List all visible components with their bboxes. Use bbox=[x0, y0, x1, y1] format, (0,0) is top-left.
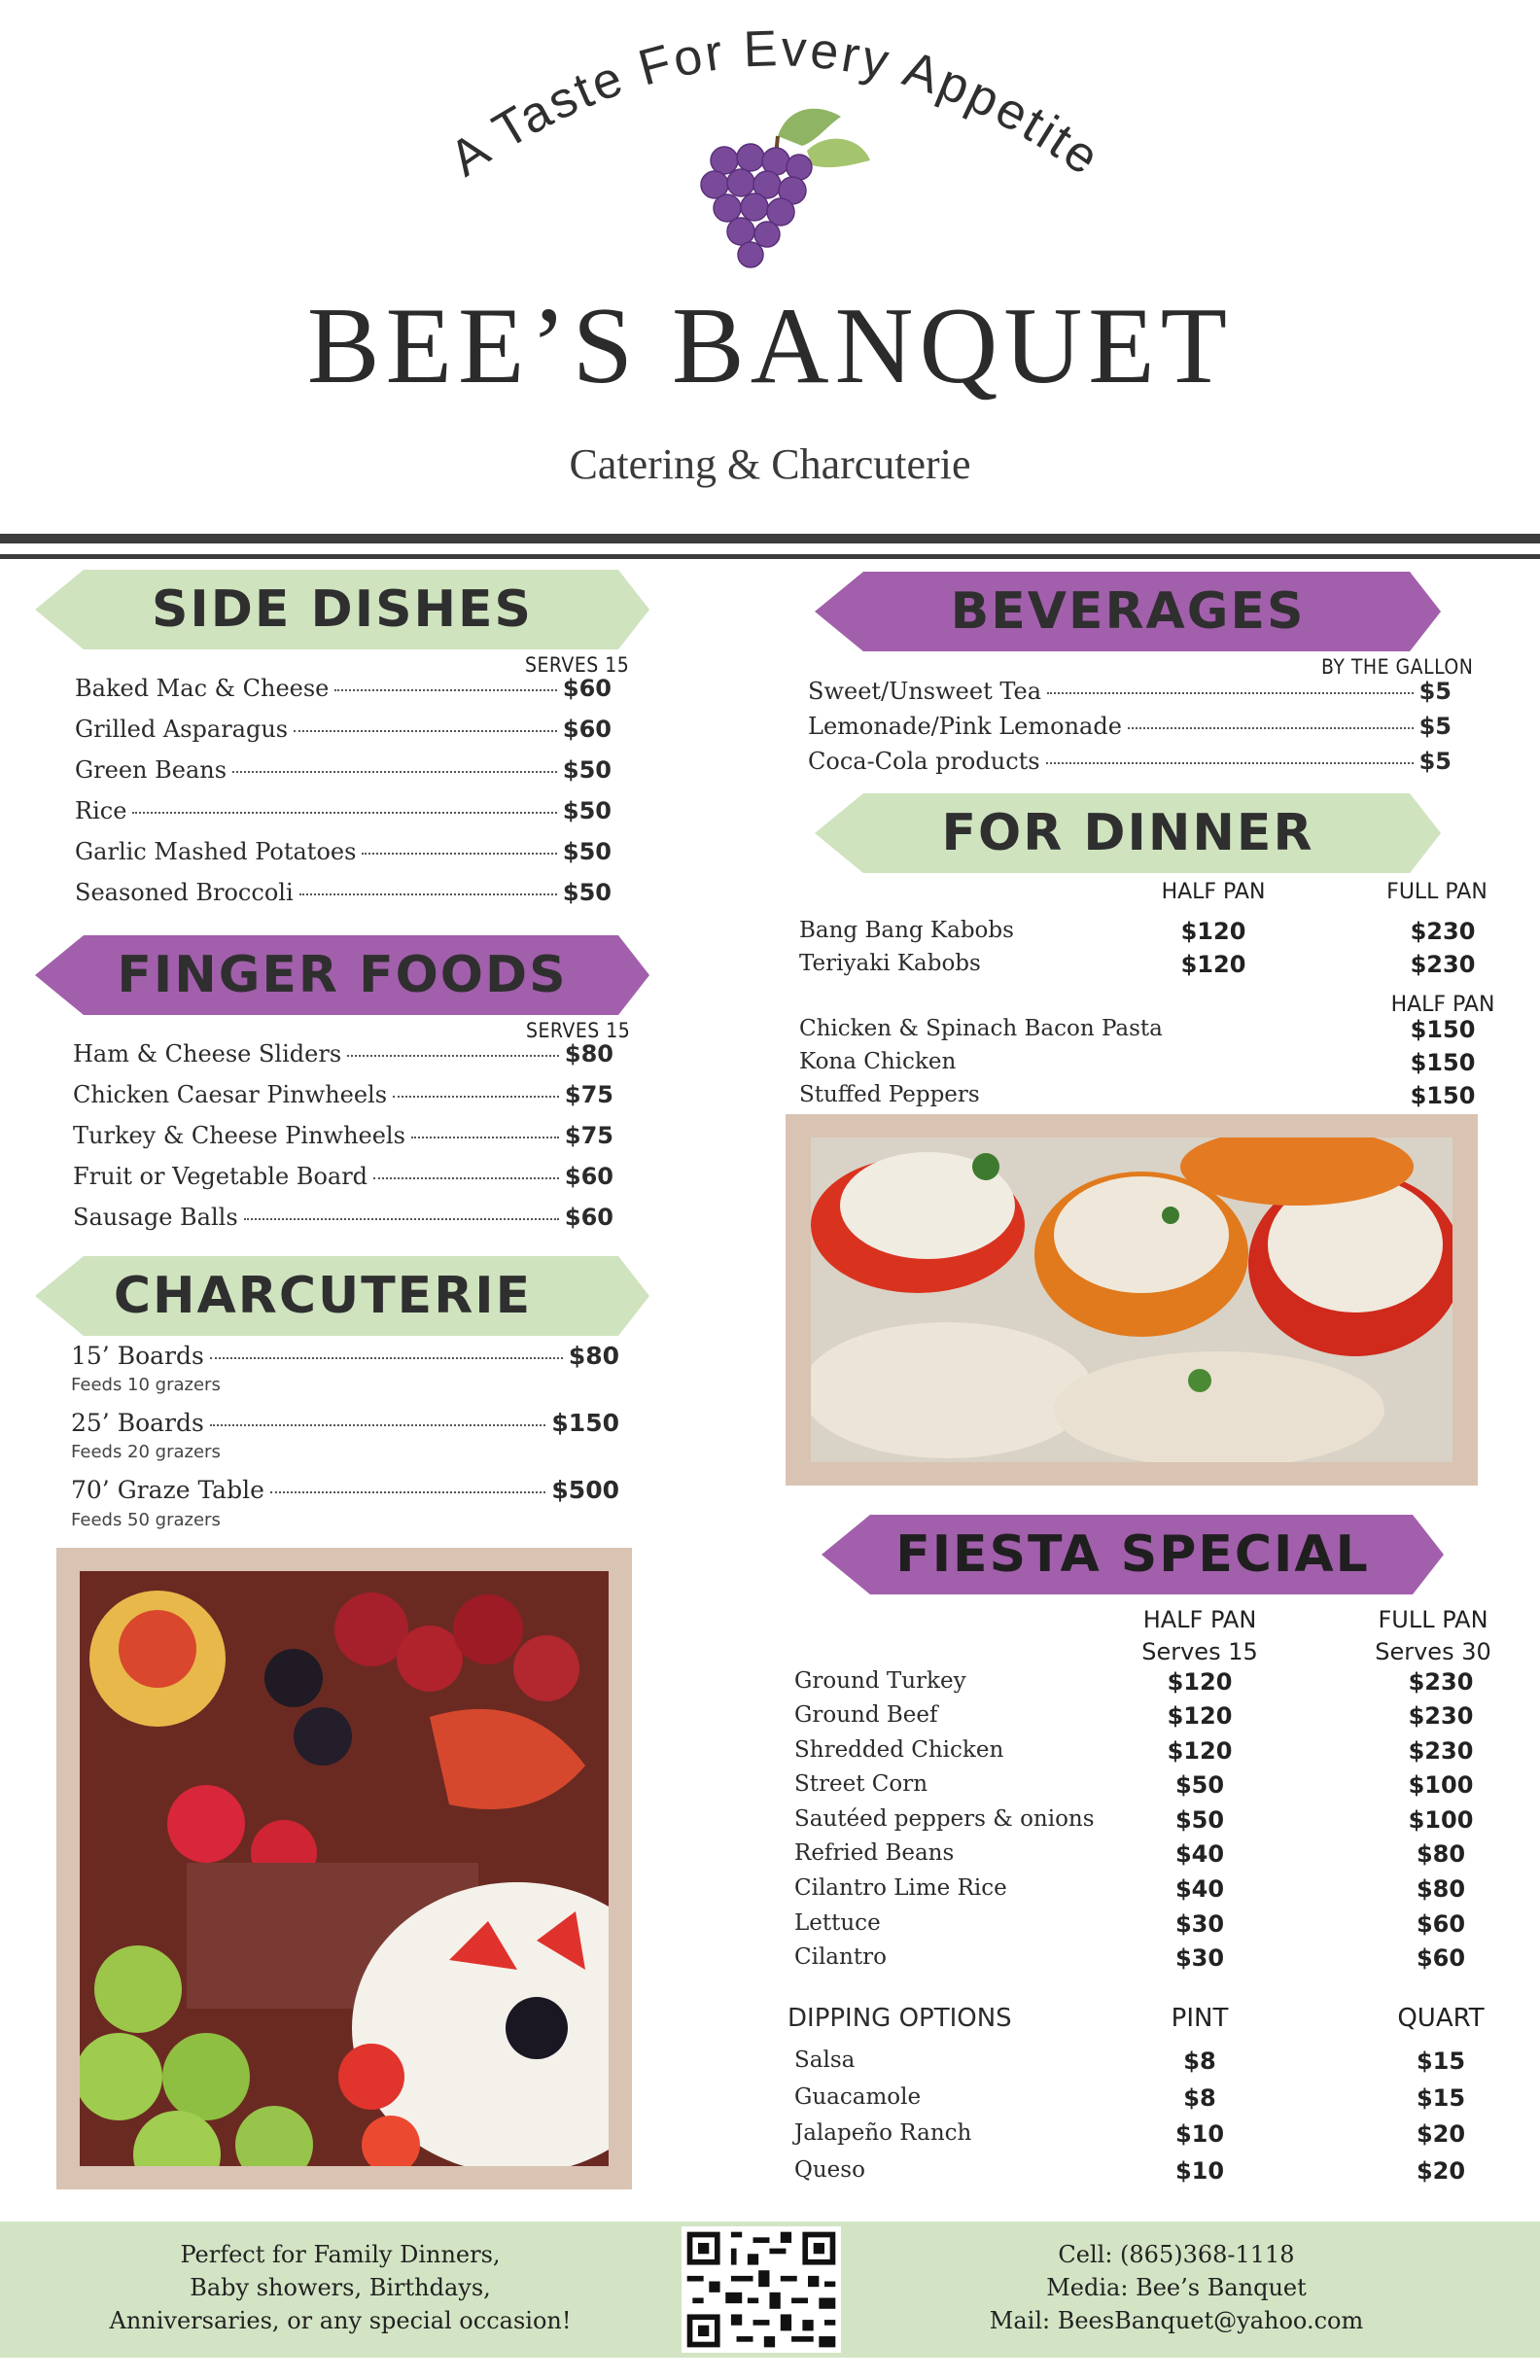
serves-label: SERVES 15 bbox=[525, 653, 630, 677]
fiesta-item-name: Street Corn bbox=[794, 1771, 928, 1797]
footer-occasions-line: Perfect for Family Dinners, bbox=[180, 2241, 501, 2268]
fiesta-full-price: $80 bbox=[1416, 1840, 1466, 1868]
list-item: Fruit or Vegetable Board $60 bbox=[73, 1163, 613, 1190]
list-item: Chicken Caesar Pinwheels $75 bbox=[73, 1081, 613, 1108]
footer-contact bbox=[933, 2238, 1419, 2337]
fiesta-half-price: $120 bbox=[1167, 1668, 1233, 1696]
header-divider bbox=[0, 534, 1540, 543]
dinner-half-price: $120 bbox=[1180, 918, 1246, 945]
dinner-item-name: Bang Bang Kabobs bbox=[799, 918, 1014, 943]
dinner-half-price: $150 bbox=[1410, 1049, 1476, 1076]
dinner-full-price: $230 bbox=[1410, 918, 1476, 945]
list-item: Garlic Mashed Potatoes $50 bbox=[75, 838, 612, 865]
fiesta-half-price: $30 bbox=[1174, 1910, 1225, 1938]
quart-header: QUART bbox=[1397, 2004, 1485, 2033]
fiesta-item-name: Ground Turkey bbox=[794, 1668, 966, 1694]
qr-code-icon[interactable] bbox=[681, 2226, 842, 2353]
fiesta-full-price: $230 bbox=[1408, 1668, 1474, 1696]
list-item: Ham & Cheese Sliders $80 bbox=[73, 1040, 613, 1068]
list-item: Turkey & Cheese Pinwheels $75 bbox=[73, 1122, 613, 1149]
dip-quart-price: $15 bbox=[1416, 2048, 1466, 2075]
dip-pint-price: $10 bbox=[1174, 2120, 1225, 2148]
feeds-note: Feeds 50 grazers bbox=[71, 1510, 221, 1530]
dip-item-name: Salsa bbox=[794, 2048, 856, 2073]
dip-pint-price: $8 bbox=[1183, 2048, 1216, 2075]
fiesta-special-banner bbox=[822, 1515, 1444, 1594]
beverages-banner bbox=[815, 572, 1441, 651]
fiesta-full-price: $60 bbox=[1416, 1944, 1466, 1972]
fiesta-full-price: $100 bbox=[1408, 1771, 1474, 1799]
fiesta-half-price: $50 bbox=[1174, 1771, 1225, 1799]
fiesta-half-price: $40 bbox=[1174, 1875, 1225, 1903]
half-pan-header: HALF PAN bbox=[1142, 1606, 1257, 1633]
grapes-logo-icon bbox=[671, 97, 875, 282]
section-title: SIDE DISHES bbox=[151, 580, 534, 639]
dinner-item-name: Teriyaki Kabobs bbox=[799, 951, 981, 976]
dinner-half-price: $150 bbox=[1410, 1082, 1476, 1109]
full-pan-header: FULL PAN bbox=[1378, 1606, 1488, 1633]
fiesta-full-price: $230 bbox=[1408, 1702, 1474, 1730]
fiesta-half-price: $120 bbox=[1167, 1737, 1233, 1765]
section-title: BEVERAGES bbox=[950, 582, 1306, 641]
tagline-text: A Taste For Every Appetite bbox=[439, 20, 1111, 188]
list-item: 15’ Boards $80 bbox=[71, 1342, 619, 1370]
section-title: CHARCUTERIE bbox=[113, 1267, 533, 1325]
dip-item-name: Queso bbox=[794, 2157, 865, 2183]
stuffed-peppers-photo bbox=[786, 1114, 1478, 1486]
full-pan-header: FULL PAN bbox=[1386, 880, 1488, 904]
finger-foods-banner bbox=[35, 935, 649, 1015]
header-divider-thin bbox=[0, 554, 1540, 559]
fiesta-half-price: $30 bbox=[1174, 1944, 1225, 1972]
brand-subtitle: Catering & Charcuterie bbox=[569, 440, 971, 488]
half-pan-serves: Serves 15 bbox=[1141, 1638, 1258, 1665]
fiesta-full-price: $230 bbox=[1408, 1737, 1474, 1765]
feeds-note: Feeds 10 grazers bbox=[71, 1375, 221, 1395]
charcuterie-board-photo bbox=[56, 1548, 632, 2189]
list-item: Coca-Cola products $5 bbox=[808, 748, 1452, 775]
fiesta-item-name: Ground Beef bbox=[794, 1702, 938, 1728]
fiesta-half-price: $120 bbox=[1167, 1702, 1233, 1730]
list-item: Baked Mac & Cheese $60 bbox=[75, 675, 612, 702]
serves-label: SERVES 15 bbox=[526, 1019, 631, 1042]
contact-cell[interactable]: Cell: (865)368-1118 bbox=[1058, 2241, 1295, 2268]
fiesta-half-price: $40 bbox=[1174, 1840, 1225, 1868]
dip-pint-price: $8 bbox=[1183, 2084, 1216, 2112]
side-dishes-banner bbox=[35, 570, 649, 649]
section-title: FIESTA SPECIAL bbox=[895, 1525, 1370, 1584]
footer-occasions-line: Anniversaries, or any special occasion! bbox=[109, 2307, 572, 2334]
dinner-half-price: $120 bbox=[1180, 951, 1246, 978]
list-item: 70’ Graze Table $500 bbox=[71, 1476, 619, 1504]
contact-mail[interactable]: Mail: BeesBanquet@yahoo.com bbox=[989, 2307, 1364, 2334]
dip-quart-price: $20 bbox=[1416, 2120, 1466, 2148]
dip-pint-price: $10 bbox=[1174, 2157, 1225, 2185]
pint-header: PINT bbox=[1171, 2004, 1229, 2033]
list-item: Sausage Balls $60 bbox=[73, 1204, 613, 1231]
dinner-item-name: Stuffed Peppers bbox=[799, 1082, 980, 1107]
list-item: Grilled Asparagus $60 bbox=[75, 716, 612, 743]
section-title: FOR DINNER bbox=[941, 804, 1314, 862]
fiesta-item-name: Lettuce bbox=[794, 1910, 881, 1936]
list-item: Lemonade/Pink Lemonade $5 bbox=[808, 713, 1452, 740]
fiesta-item-name: Sautéed peppers & onions bbox=[794, 1806, 1095, 1832]
for-dinner-banner bbox=[815, 793, 1441, 873]
section-title: FINGER FOODS bbox=[117, 946, 568, 1004]
by-the-gallon-label: BY THE GALLON bbox=[1321, 655, 1474, 679]
dip-quart-price: $15 bbox=[1416, 2084, 1466, 2112]
dip-item-name: Guacamole bbox=[794, 2084, 922, 2110]
dinner-full-price: $230 bbox=[1410, 951, 1476, 978]
footer-occasions-line: Baby showers, Birthdays, bbox=[190, 2274, 491, 2301]
dinner-item-name: Kona Chicken bbox=[799, 1049, 957, 1074]
half-pan-header: HALF PAN bbox=[1161, 880, 1266, 904]
contact-media[interactable]: Media: Bee’s Banquet bbox=[1046, 2274, 1307, 2301]
list-item: Rice $50 bbox=[75, 797, 612, 824]
dip-quart-price: $20 bbox=[1416, 2157, 1466, 2185]
full-pan-serves: Serves 30 bbox=[1375, 1638, 1491, 1665]
fiesta-item-name: Cilantro Lime Rice bbox=[794, 1875, 1007, 1901]
list-item: Seasoned Broccoli $50 bbox=[75, 879, 612, 906]
dipping-options-header: DIPPING OPTIONS bbox=[788, 2004, 1012, 2033]
brand-name: BEE’S BANQUET bbox=[306, 286, 1234, 406]
charcuterie-banner bbox=[35, 1256, 649, 1336]
dinner-item-name: Chicken & Spinach Bacon Pasta bbox=[799, 1016, 1163, 1041]
half-pan-header: HALF PAN bbox=[1390, 993, 1495, 1017]
fiesta-item-name: Shredded Chicken bbox=[794, 1737, 1004, 1763]
dinner-half-price: $150 bbox=[1410, 1016, 1476, 1043]
fiesta-full-price: $100 bbox=[1408, 1806, 1474, 1834]
fiesta-item-name: Refried Beans bbox=[794, 1840, 955, 1866]
footer-occasions bbox=[97, 2238, 583, 2337]
fiesta-full-price: $80 bbox=[1416, 1875, 1466, 1903]
fiesta-full-price: $60 bbox=[1416, 1910, 1466, 1938]
feeds-note: Feeds 20 grazers bbox=[71, 1442, 221, 1462]
dip-item-name: Jalapeño Ranch bbox=[794, 2120, 972, 2146]
fiesta-item-name: Cilantro bbox=[794, 1944, 887, 1970]
fiesta-half-price: $50 bbox=[1174, 1806, 1225, 1834]
list-item: Sweet/Unsweet Tea $5 bbox=[808, 678, 1452, 705]
list-item: Green Beans $50 bbox=[75, 756, 612, 784]
list-item: 25’ Boards $150 bbox=[71, 1409, 619, 1437]
